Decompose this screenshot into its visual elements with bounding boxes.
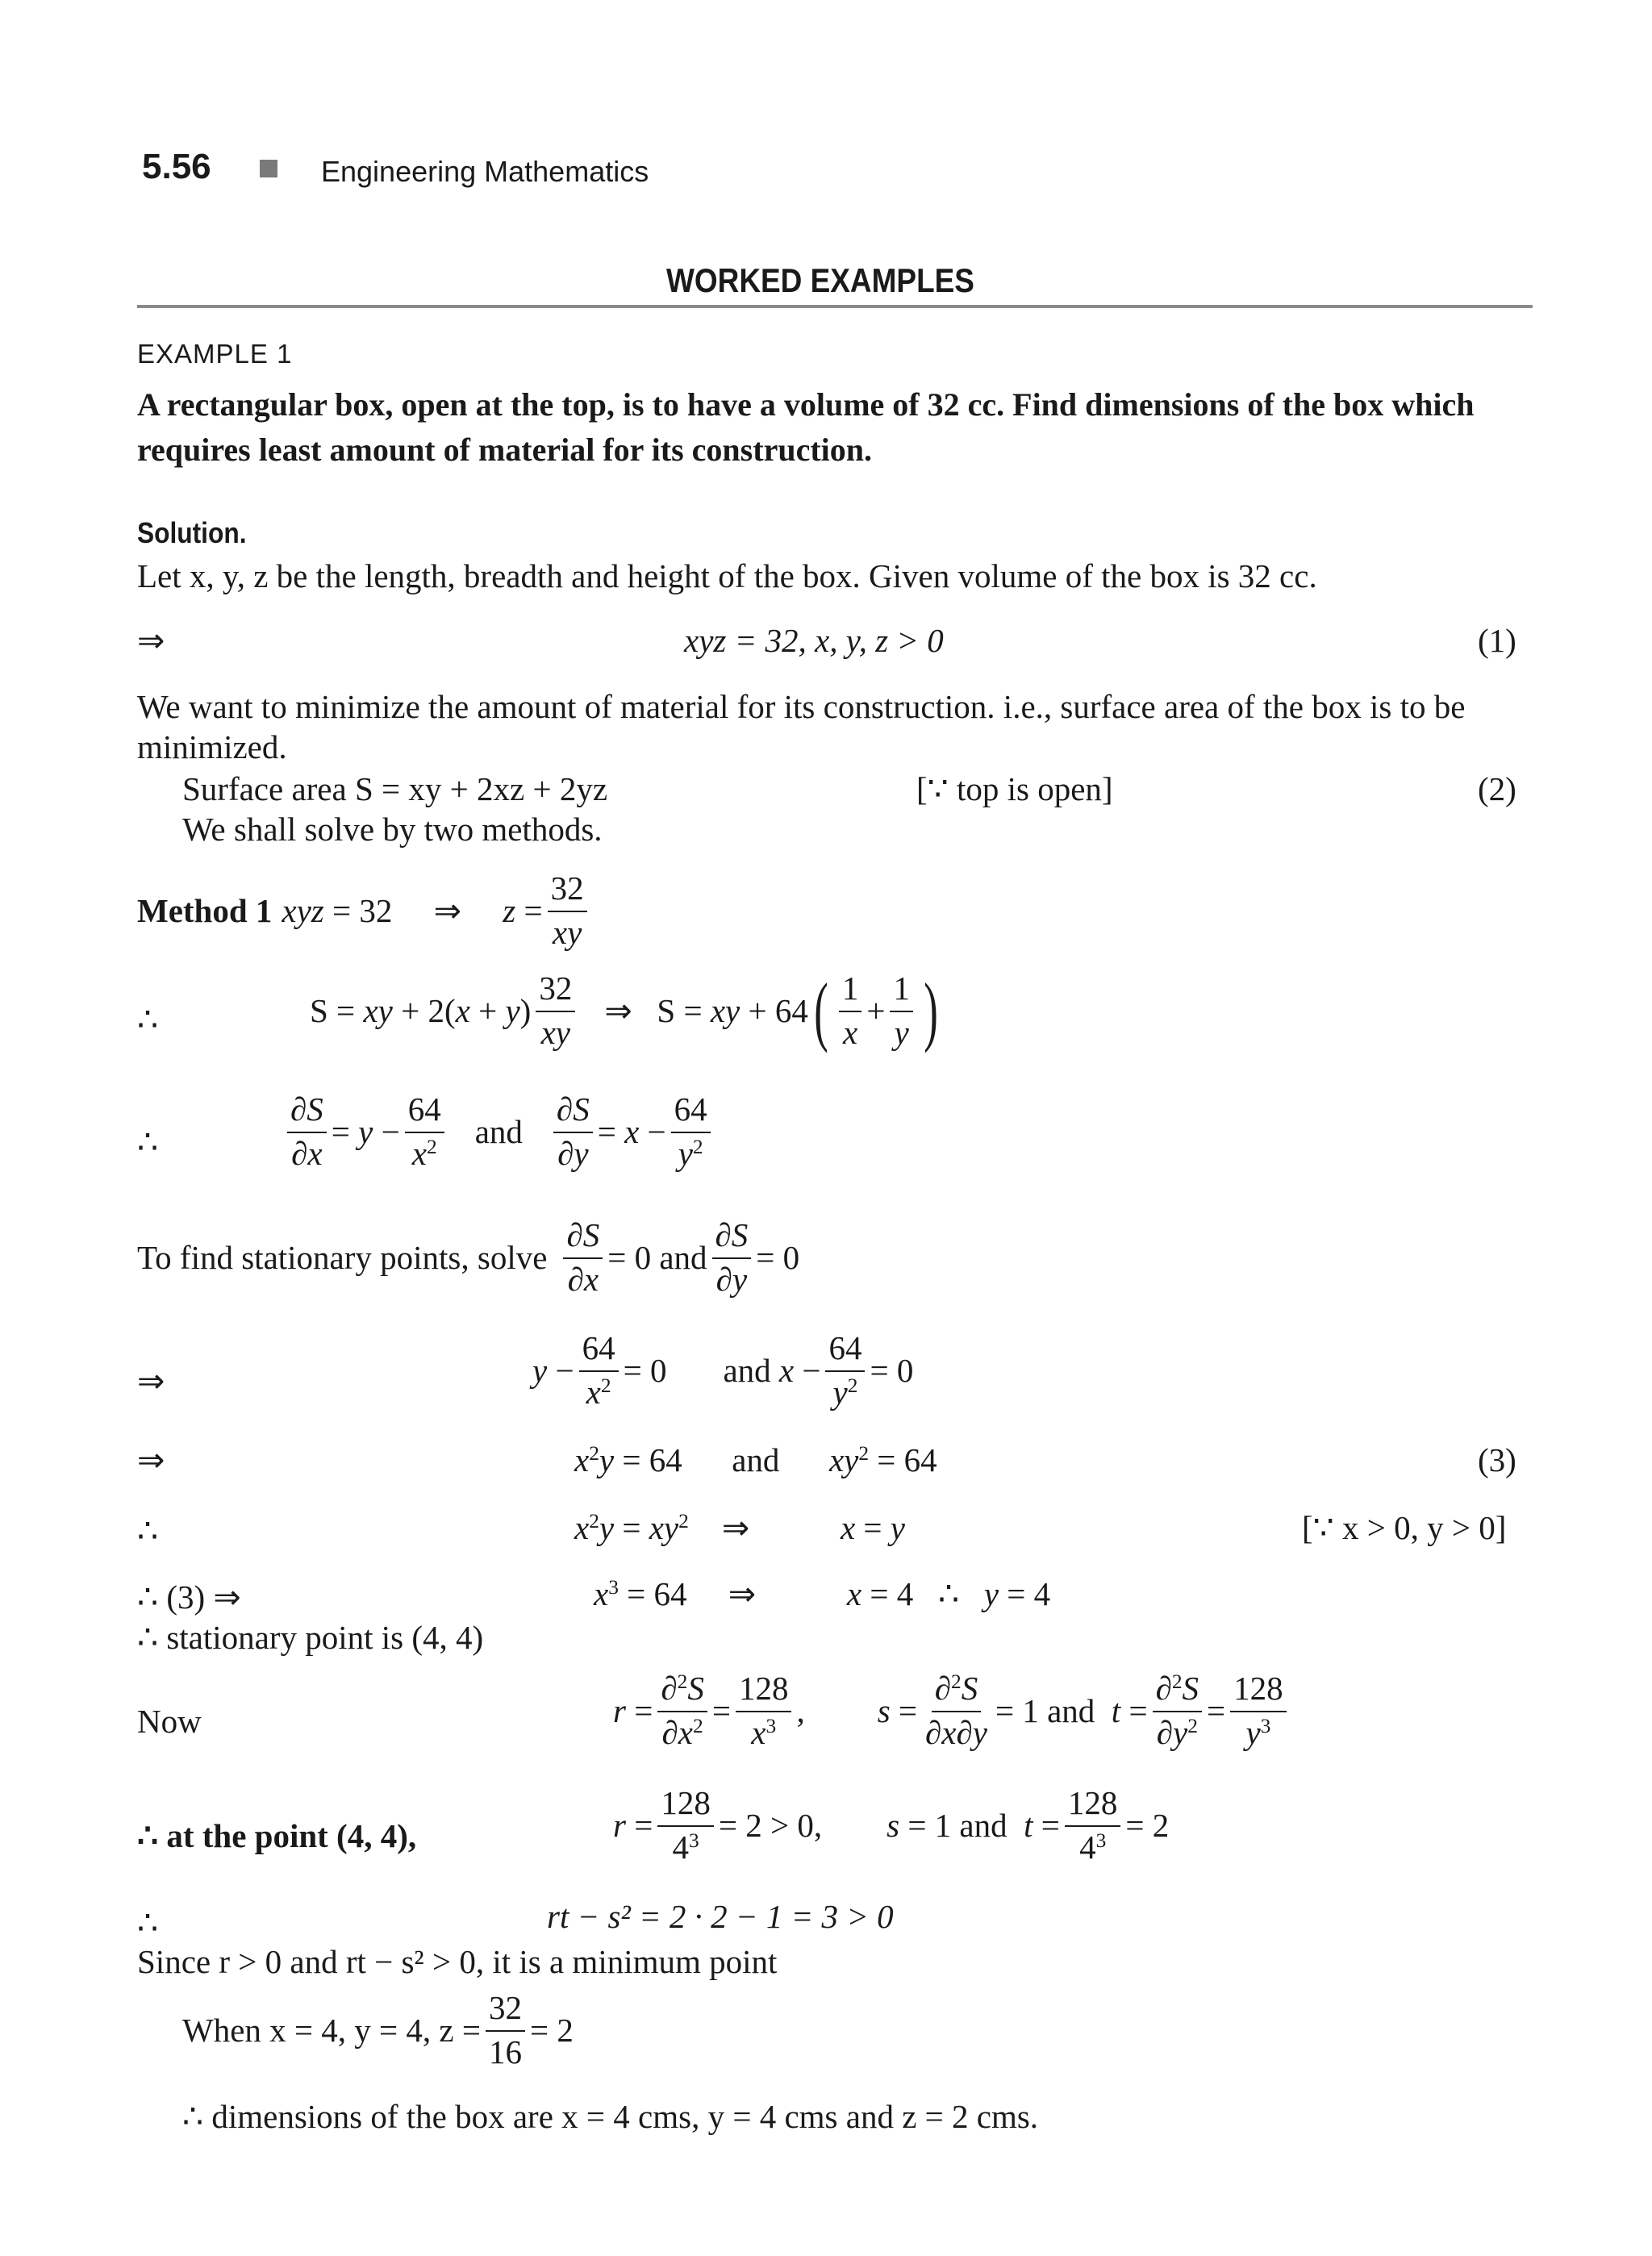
header-square-icon bbox=[260, 160, 277, 177]
surface-area-note: [∵ top is open] bbox=[916, 770, 1113, 807]
method-1-label: Method 1 bbox=[137, 892, 273, 930]
condition-note: [∵ x > 0, y > 0] bbox=[1302, 1509, 1507, 1546]
now-label: Now bbox=[137, 1703, 202, 1740]
example-label: EXAMPLE 1 bbox=[137, 339, 293, 369]
rst-definitions: r = $\frac{\partial^2S}{\partial x^2}$ = $\frac{128}{x^3}$ , s = $\frac{\partial^2S}{\partial x\partial y}$ = 1 and t = $\frac{\partial^2S}{\partial y^2}$ = $\frac{128}{y^3}$ bbox=[613, 1671, 1291, 1750]
solution-heading: Solution. bbox=[137, 516, 247, 549]
method-1-line: Method 1 xyz = 32 ⇒ z = $\frac{32}{xy}$ bbox=[137, 871, 592, 950]
partial-derivatives: $\frac{\partial S}{\partial x}$ = y − $\frac{64}{x^2}$ and $\frac{\partial S}{\partial y}$ = x − $\frac{64}{y^2}$ bbox=[282, 1092, 715, 1171]
equation-1-number: (1) bbox=[1478, 622, 1516, 659]
implies-symbol-2: ⇒ bbox=[137, 1362, 165, 1399]
equation-3: $x^2y = 64$ and $xy^2 = 64$ bbox=[574, 1441, 937, 1478]
stationary-equations: y − $\frac{64}{x^2}$ = 0 and x − $\frac{64}{y^2}$ = 0 bbox=[532, 1329, 914, 1412]
from-eq-3-line: ∴ (3) ⇒ bbox=[137, 1578, 241, 1616]
therefore-symbol-2: ∴ bbox=[137, 1124, 159, 1161]
equation-1: xyz = 32, x, y, z > 0 bbox=[684, 622, 944, 659]
stationary-text: To find stationary points, solve bbox=[137, 1239, 548, 1277]
implies-symbol: ⇒ bbox=[137, 622, 165, 659]
problem-line-2: requires least amount of material for its construction. bbox=[137, 432, 872, 468]
surface-substitution: S = xy + 2(x + y) $\frac{32}{xy}$ ⇒ S = xy + 64 ( $\frac{1}{x}$ + $\frac{1}{y}$ ) bbox=[310, 967, 938, 1054]
therefore-symbol-4: ∴ bbox=[137, 1904, 159, 1941]
book-title: Engineering Mathematics bbox=[321, 155, 649, 188]
problem-line-1: A rectangular box, open at the top, is to have a volume of 32 cc. Find dimensions of the box which bbox=[137, 386, 1475, 423]
section-rule bbox=[137, 305, 1533, 308]
when-text: When x = 4, y = 4, z = bbox=[182, 2012, 481, 2050]
conclusion-line: ∴ dimensions of the box are x = 4 cms, y = 4 cms and z = 2 cms. bbox=[182, 2098, 1039, 2135]
stationary-point-line: ∴ stationary point is (4, 4) bbox=[137, 1619, 484, 1656]
x-cubed-line: $x^3 = 64$ ⇒ x = 4 ∴ y = 4 bbox=[594, 1575, 1051, 1612]
surface-area-formula: Surface area S = xy + 2xz + 2yz bbox=[182, 770, 608, 807]
equation-3-number: (3) bbox=[1478, 1441, 1516, 1478]
fraction-32-over-xy: $\frac{32}{xy}$ bbox=[548, 871, 587, 950]
section-title: WORKED EXAMPLES bbox=[666, 261, 974, 299]
minimum-point-line: Since r > 0 and rt − s² > 0, it is a minimum point bbox=[137, 1943, 778, 1980]
therefore-symbol-3: ∴ bbox=[137, 1512, 159, 1549]
rst-values: r = $\frac{128}{4^3}$ = 2 > 0, s = 1 and t = $\frac{128}{4^3}$ = 2 bbox=[613, 1784, 1170, 1866]
at-point-label: ∴ at the point (4, 4), bbox=[137, 1817, 417, 1854]
page-number: 5.56 bbox=[142, 147, 211, 186]
paragraph-2-line-2: minimized. bbox=[137, 728, 287, 765]
rt-s-squared-line: rt − s² = 2 · 2 − 1 = 3 > 0 bbox=[547, 1898, 894, 1935]
implies-symbol-3: ⇒ bbox=[137, 1441, 165, 1478]
two-methods-text: We shall solve by two methods. bbox=[182, 811, 603, 848]
when-line: When x = 4, y = 4, z = $\frac{32}{16}$ = 2 bbox=[182, 1989, 574, 2071]
paragraph-2-line-1: We want to minimize the amount of material for its construction. i.e., surface area of the box is to be bbox=[137, 688, 1466, 725]
equation-2-number: (2) bbox=[1478, 770, 1516, 807]
solution-intro: Let x, y, z be the length, breadth and height of the box. Given volume of the box is 32 cc. bbox=[137, 557, 1317, 594]
therefore-symbol-1: ∴ bbox=[137, 1001, 159, 1038]
x-equals-y-line: $x^2y = xy^2$ ⇒ x = y bbox=[574, 1509, 905, 1546]
stationary-line: To find stationary points, solve $\frac{\partial S}{\partial x}$ = 0 and $\frac{\partial S}{\partial y}$ = 0 bbox=[137, 1216, 800, 1299]
